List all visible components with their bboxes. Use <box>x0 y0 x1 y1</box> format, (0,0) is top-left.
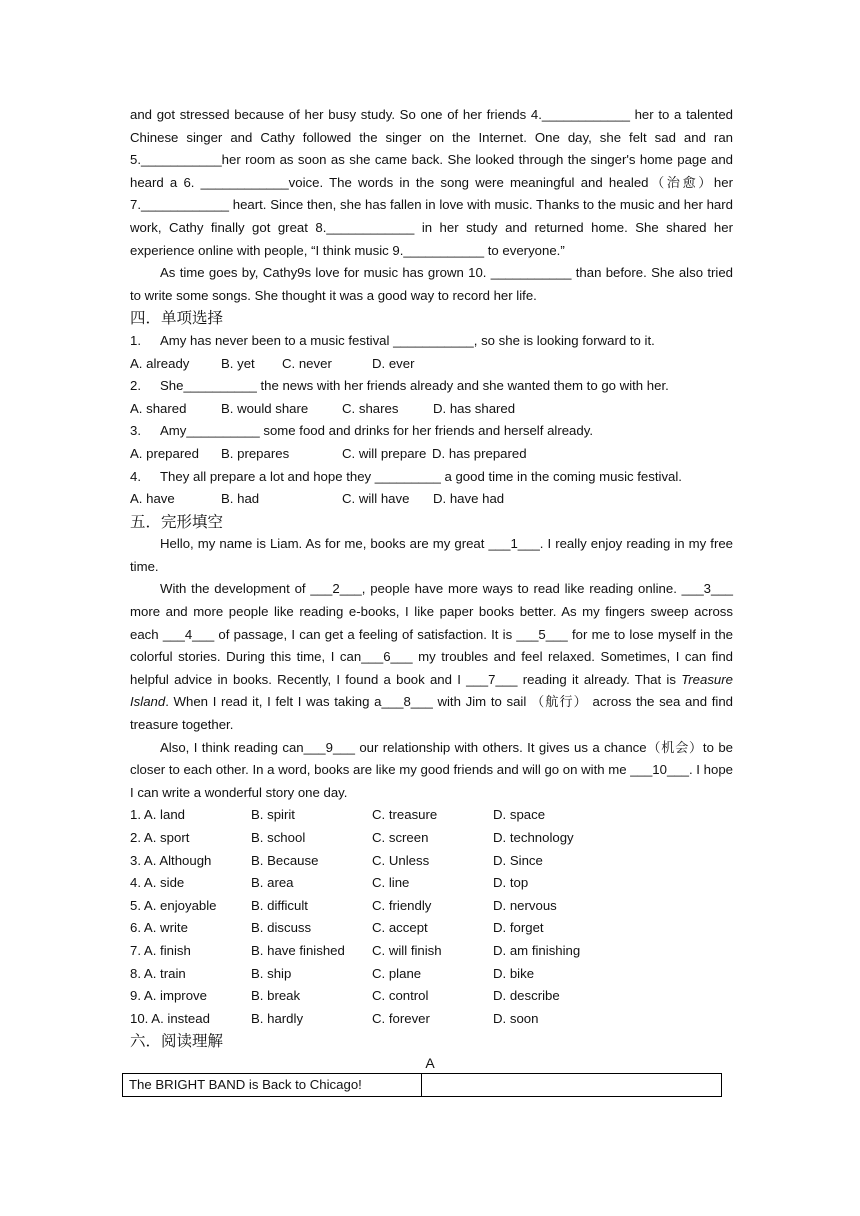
option-b: B. school <box>251 830 306 845</box>
passage-paragraph: and got stressed because of her busy study. So one of her friends 4.____________ her to a talented Chinese singer and Cathy followed the singer on the Internet. One day, she felt sad and ran 5.___________her room as soon as she came back. She looked through the singer's home page and heard a 6. ____________voice. The words in the song were meaningful and healed（治愈）her 7.____________ heart. Since then, she has fallen in love with music. Thanks to the music and her hard work, Cathy finally got great 8.____________ in her study and returned home. She shared her experience online with people, “I think music 9.___________ to everyone.” <box>130 107 733 258</box>
option-c: C. control <box>372 988 429 1004</box>
option-d: D. top <box>493 875 529 891</box>
option-d: D. nervous <box>493 897 557 913</box>
option-a: A. prepared <box>130 445 199 461</box>
option-c: C. plane <box>372 965 422 981</box>
option-d: D. soon <box>493 1010 539 1026</box>
option-c: C. never <box>282 355 332 371</box>
option-d: D. Since <box>493 852 543 868</box>
option-a: A. already <box>130 355 190 371</box>
option-a: 6. A. write <box>130 920 188 936</box>
option-c: C. screen <box>372 830 429 845</box>
option-c: C. treasure <box>372 807 438 823</box>
option-d: D. have had <box>433 491 505 507</box>
option-d: D. ever <box>372 355 415 371</box>
option-row <box>130 895 733 918</box>
option-c: C. will prepare <box>342 445 427 461</box>
option-a: A. shared <box>130 400 187 416</box>
option-b: B. had <box>221 491 260 507</box>
question-stem: She__________ the news with her friends already and she wanted them to go with her. <box>160 378 669 394</box>
option-a: 5. A. enjoyable <box>130 897 217 913</box>
option-b: B. difficult <box>251 897 308 913</box>
table-cell <box>422 1074 428 1096</box>
option-b: B. ship <box>251 965 292 981</box>
cloze-options-table <box>130 804 733 1030</box>
option-c: C. friendly <box>372 897 432 913</box>
option-d: D. bike <box>493 965 535 981</box>
option-d: D. has shared <box>433 400 516 416</box>
option-a: 3. A. Although <box>130 852 212 868</box>
option-b: B. discuss <box>251 920 312 936</box>
mcq-question <box>130 420 733 465</box>
cloze-paragraph: Also, I think reading can___9___ our relationship with others. It gives us a chance（机会）to be closer to each other. In a word, books are like my good friends and will go on with me ___10___. I hope I can write a wonderful story one day. <box>130 739 733 800</box>
option-b: B. would share <box>221 400 309 416</box>
section-heading: 五．完形填空 <box>130 512 224 531</box>
book-title: Treasure Island <box>130 671 733 710</box>
question-number: 3. <box>130 423 141 439</box>
question-stem: Amy has never been to a music festival ___________, so she is looking forward to it. <box>160 332 655 348</box>
question-number: 4. <box>130 468 141 484</box>
cloze-text: . When I read it, I felt I was taking a___8___ with Jim to sail （航行） across the sea and find treasure together. <box>130 694 733 733</box>
option-c: C. accept <box>372 920 428 936</box>
mcq-question <box>130 330 733 375</box>
option-a: 10. A. instead <box>130 1010 210 1026</box>
option-row <box>130 1008 733 1031</box>
option-b: B. yet <box>221 355 255 371</box>
mcq-question <box>130 466 733 511</box>
document-page <box>130 104 733 1073</box>
option-c: C. Unless <box>372 852 430 868</box>
option-row <box>130 850 733 873</box>
option-d: D. technology <box>493 830 574 845</box>
option-b: B. prepares <box>221 445 290 461</box>
option-b: B. break <box>251 988 301 1004</box>
option-b: B. spirit <box>251 807 295 823</box>
table-cell: The BRIGHT BAND is Back to Chicago! <box>123 1074 422 1096</box>
option-d: D. space <box>493 807 546 823</box>
option-a: A. have <box>130 491 175 507</box>
cloze-text: With the development of ___2___, people have more ways to read like reading online. ___3___ more and more people like reading e-books, I like paper books better. As my fingers sweep across each ___4___ of passage, I can get a feeling of satisfaction. It is ___5___ for me to lose myself in the colorful stories. During this time, I can___6___ my troubles and feel relaxed. Sometimes, I can find helpful advice in books. Recently, I found a book and I ___7___ reading it already. That is <box>130 581 733 687</box>
option-c: C. forever <box>372 1010 430 1026</box>
option-a: 2. A. sport <box>130 830 190 845</box>
option-row <box>130 963 733 986</box>
option-a: 8. A. train <box>130 965 186 981</box>
option-row <box>130 804 733 827</box>
option-d: D. am finishing <box>493 942 581 958</box>
question-number: 2. <box>130 378 141 394</box>
option-a: 1. A. land <box>130 807 185 823</box>
option-b: B. hardly <box>251 1010 304 1026</box>
question-stem: Amy__________ some food and drinks for her friends and herself already. <box>160 423 594 439</box>
mcq-question <box>130 375 733 420</box>
cloze-paragraph <box>130 578 733 736</box>
option-a: 7. A. finish <box>130 942 191 958</box>
option-a: 9. A. improve <box>130 988 207 1004</box>
option-b: B. area <box>251 875 294 891</box>
option-c: C. will have <box>342 491 410 507</box>
section-heading: 六．阅读理解 <box>130 1032 224 1051</box>
option-c: C. will finish <box>372 942 442 958</box>
option-row <box>130 940 733 963</box>
section-heading: 四．单项选择 <box>130 309 224 328</box>
cloze-paragraph: Hello, my name is Liam. As for me, books are my great ___1___. I really enjoy reading in my free time. <box>130 536 733 574</box>
question-stem: They all prepare a lot and hope they _________ a good time in the coming music festival. <box>160 468 682 484</box>
option-b: B. have finished <box>251 942 345 958</box>
reading-part-label: A <box>425 1054 435 1071</box>
option-row <box>130 872 733 895</box>
option-d: D. describe <box>493 988 560 1004</box>
option-row <box>130 827 733 850</box>
option-a: 4. A. side <box>130 875 185 891</box>
question-number: 1. <box>130 332 141 348</box>
option-row <box>130 917 733 940</box>
reading-table <box>122 1073 722 1097</box>
option-d: D. has prepared <box>432 445 527 461</box>
option-c: C. shares <box>342 400 399 416</box>
option-row <box>130 985 733 1008</box>
passage-paragraph: As time goes by, Cathy9s love for music has grown 10. ___________ than before. She also tried to write some songs. She thought it was a good way to record her life. <box>130 265 733 303</box>
option-b: B. Because <box>251 852 319 868</box>
option-c: C. line <box>372 875 410 891</box>
option-d: D. forget <box>493 920 544 936</box>
